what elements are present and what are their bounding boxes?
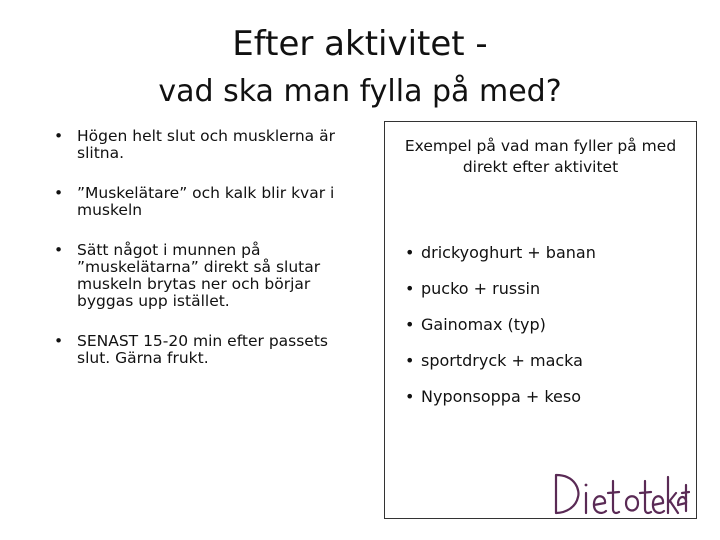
dietoteket-logo (550, 463, 690, 519)
left-bullet-list (52, 128, 362, 367)
list-item-text: ”Muskelätare” och kalk blir kvar i muskeln (77, 184, 335, 219)
page-subtitle: vad ska man fylla på med? (158, 74, 562, 109)
list-item-text: Högen helt slut och musklerna är slitna. (77, 127, 335, 162)
example-item-text: Gainomax (typ) (421, 315, 546, 334)
bullet-icon: • (54, 241, 64, 259)
bullet-icon: • (405, 279, 415, 298)
page-title: Efter aktivitet - (232, 24, 488, 64)
example-item (405, 278, 596, 314)
list-item-text: Sätt något i munnen på ”muskelätarna” direkt så slutar muskeln brytas ner och börjar byggas upp istället. (77, 241, 321, 310)
list-item (52, 242, 362, 310)
example-box (384, 121, 697, 519)
list-item (52, 185, 362, 219)
list-item-text: SENAST 15-20 min efter passets slut. Gärna frukt. (77, 332, 328, 367)
example-item-text: drickyoghurt + banan (421, 243, 596, 262)
bullet-icon: • (54, 127, 64, 145)
list-item (52, 128, 362, 162)
example-item (405, 314, 596, 350)
bullet-icon: • (405, 315, 415, 334)
list-item (52, 333, 362, 367)
example-item (405, 242, 596, 278)
bullet-icon: • (405, 243, 415, 262)
bullet-icon: • (405, 387, 415, 406)
example-item (405, 386, 596, 422)
example-item-text: pucko + russin (421, 279, 541, 298)
example-item-text: Nyponsoppa + keso (421, 387, 582, 406)
example-box-heading: Exempel på vad man fyller på med direkt efter aktivitet (404, 137, 677, 176)
bullet-icon: • (405, 351, 415, 370)
bullet-icon: • (54, 332, 64, 350)
example-item (405, 350, 596, 386)
example-list (405, 242, 596, 422)
example-item-text: sportdryck + macka (421, 351, 583, 370)
bullet-icon: • (54, 184, 64, 202)
